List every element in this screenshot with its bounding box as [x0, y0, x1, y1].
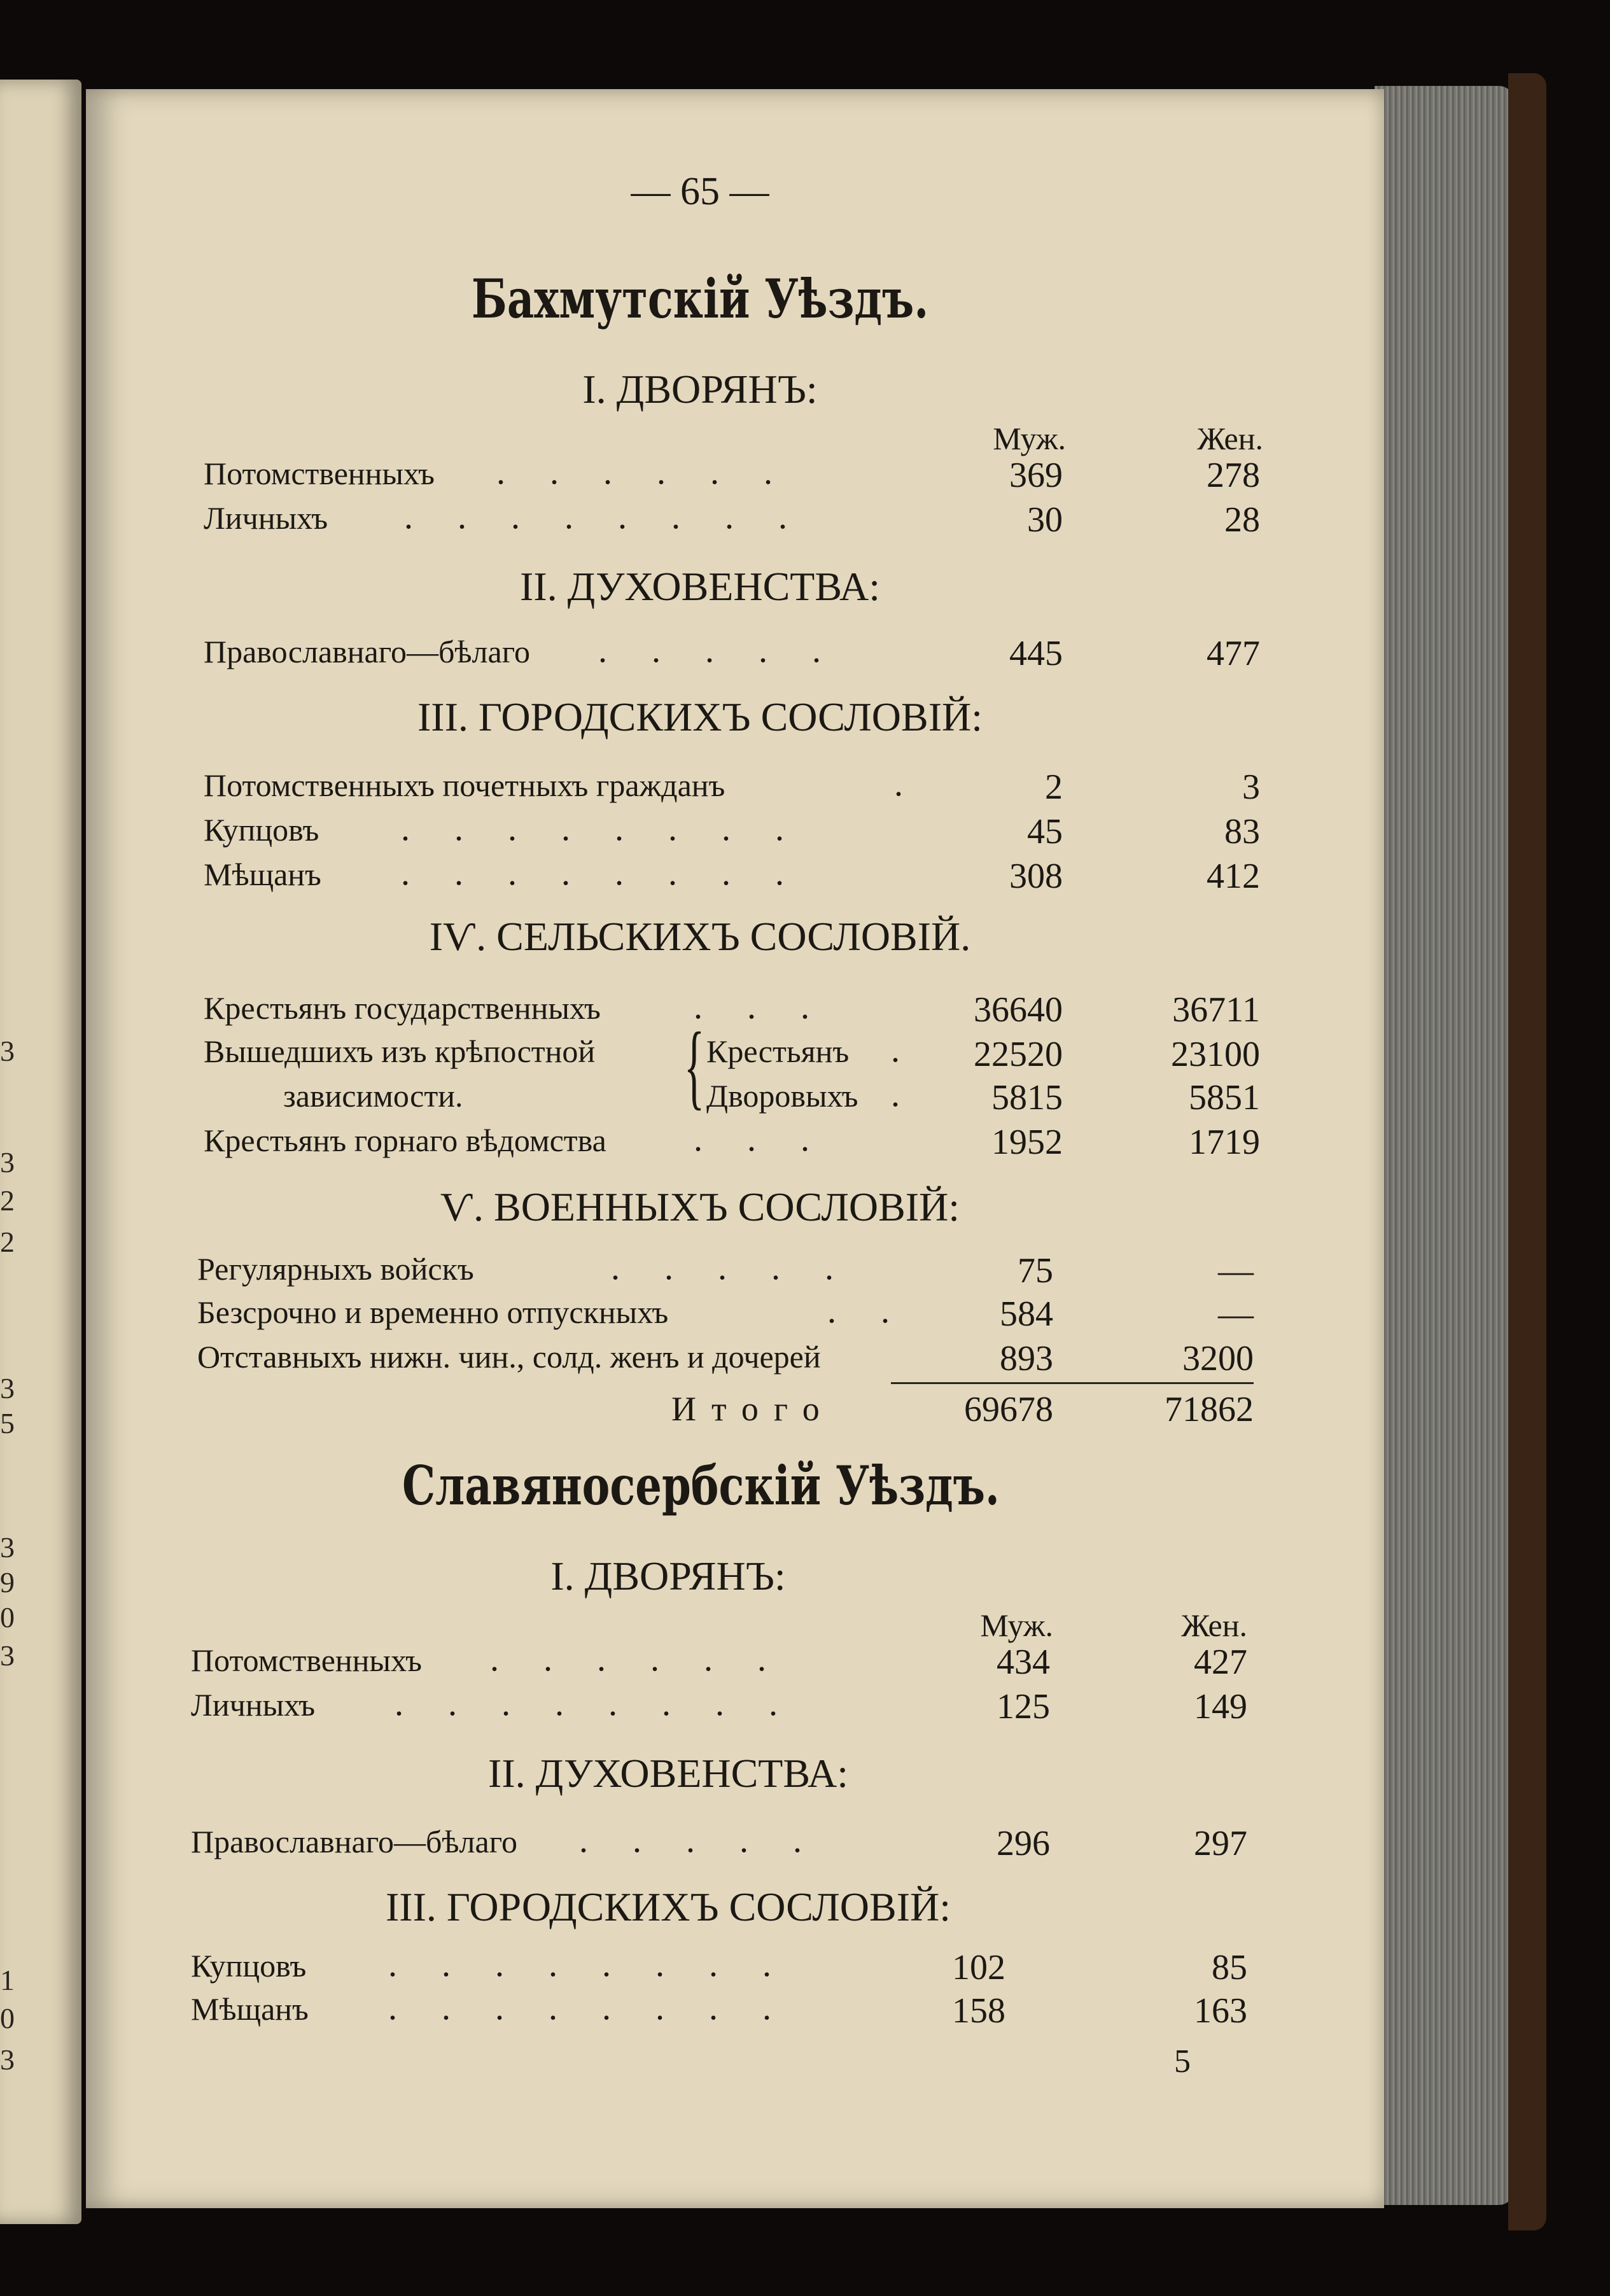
row-label: Крестьянъ	[706, 1033, 850, 1069]
row-label: Крестьянъ горнаго вѣдомства	[204, 1123, 606, 1158]
row-label: Купцовъ	[191, 1948, 307, 1984]
value-male: 445	[1009, 634, 1063, 673]
value-male: 308	[1009, 857, 1063, 896]
brace-glyph: {	[683, 1013, 705, 1119]
leader-dots: . . . . . .	[496, 452, 773, 492]
value-male: 30	[1027, 500, 1063, 540]
value-female: 23100	[1171, 1035, 1260, 1074]
district-title: Славяносербскій Уѣздъ.	[402, 1454, 1000, 1517]
column-header-male: Муж.	[993, 421, 1066, 456]
page-block-edge	[1375, 86, 1515, 2205]
leader-dots: . .	[827, 1291, 890, 1331]
value-male: 36640	[974, 990, 1063, 1030]
margin-digit: 0	[0, 1601, 15, 1634]
margin-digit: 9	[0, 1566, 15, 1599]
section-heading: IѴ. СЕЛЬСКИХЪ СОСЛОВІЙ.	[429, 914, 971, 959]
row-label: Безсрочно и временно отпускныхъ	[197, 1294, 669, 1330]
column-header-female: Жен.	[1197, 421, 1263, 456]
margin-digit: 2	[0, 1184, 15, 1217]
column-header-female: Жен.	[1181, 1607, 1247, 1643]
leader-dots: . . .	[694, 987, 809, 1026]
value-female: 85	[1212, 1948, 1247, 1987]
value-female: 1719	[1189, 1123, 1260, 1162]
margin-digit: 3	[0, 1146, 15, 1179]
signature-mark: 5	[1174, 2043, 1191, 2080]
margin-digit: 3	[0, 2043, 15, 2076]
leader-dots: . . . . .	[579, 1821, 802, 1860]
leader-dots: . . . . . . . .	[401, 809, 784, 848]
row-label: Мѣщанъ	[191, 1991, 309, 2027]
value-male: 369	[1009, 456, 1063, 495]
margin-digit: 3	[0, 1372, 15, 1404]
value-male: 434	[997, 1642, 1050, 1682]
leader-dots: . . .	[694, 1119, 809, 1159]
value-female: 3200	[1182, 1339, 1254, 1378]
row-label: Потомственныхъ	[204, 456, 435, 491]
row-label: Купцовъ	[204, 812, 319, 848]
total-rule	[891, 1382, 1254, 1384]
leader-dots: .	[891, 1030, 900, 1070]
value-male: 584	[1000, 1294, 1053, 1334]
leader-dots: .	[894, 764, 903, 804]
section-heading: I. ДВОРЯНЪ:	[582, 367, 818, 412]
page-number: — 65 —	[631, 170, 769, 213]
value-male: 296	[997, 1824, 1050, 1863]
value-female: 36711	[1172, 990, 1260, 1030]
row-label: Потомственныхъ почетныхъ гражданъ	[204, 767, 725, 803]
row-label: Православнаго—бѣлаго	[191, 1824, 517, 1859]
section-heading: I. ДВОРЯНЪ:	[550, 1553, 786, 1599]
section-heading: III. ГОРОДСКИХЪ СОСЛОВІЙ:	[385, 1884, 951, 1929]
value-male: 1952	[991, 1123, 1063, 1162]
value-male: 893	[1000, 1339, 1053, 1378]
leader-dots: . . . . .	[611, 1248, 834, 1287]
leader-dots: . . . . . . . .	[395, 1684, 778, 1723]
row-label: Личныхъ	[204, 500, 328, 536]
value-male: 2	[1045, 767, 1063, 807]
facing-page	[0, 80, 81, 2224]
margin-digit: 1	[0, 1964, 15, 1996]
leader-dots: . . . . . . . .	[401, 853, 784, 893]
value-female: —	[1218, 1294, 1254, 1334]
value-female: 278	[1207, 456, 1260, 495]
value-female: 3	[1242, 767, 1260, 807]
section-heading: Ѵ. ВОЕННЫХЪ СОСЛОВІЙ:	[440, 1184, 960, 1229]
value-male: 22520	[974, 1035, 1063, 1074]
leader-dots: . . . . . . . .	[404, 497, 787, 536]
value-female: 297	[1194, 1824, 1247, 1863]
row-label: Православнаго—бѣлаго	[204, 634, 530, 669]
value-female: 163	[1194, 1991, 1247, 2031]
total-female: 71862	[1165, 1390, 1254, 1429]
value-female: 83	[1224, 812, 1260, 851]
row-label: Потомственныхъ	[191, 1642, 422, 1678]
book-cover	[1508, 73, 1546, 2230]
value-female: 5851	[1189, 1078, 1260, 1117]
value-female: 412	[1207, 857, 1260, 896]
row-label: Крестьянъ государственныхъ	[204, 990, 601, 1026]
value-female: —	[1218, 1251, 1254, 1291]
value-female: 427	[1194, 1642, 1247, 1682]
district-title: Бахмутскій Уѣздъ.	[471, 267, 929, 330]
total-male: 69678	[964, 1390, 1053, 1429]
value-male: 102	[952, 1948, 1005, 1987]
margin-digit: 2	[0, 1226, 15, 1258]
row-label: Дворовыхъ	[706, 1078, 858, 1114]
column-header-male: Муж.	[980, 1607, 1053, 1643]
section-heading: III. ГОРОДСКИХЪ СОСЛОВІЙ:	[417, 694, 983, 739]
value-female: 149	[1194, 1687, 1247, 1726]
row-label: Личныхъ	[191, 1687, 316, 1723]
total-label: Итого	[671, 1390, 835, 1428]
leader-dots: .	[891, 1075, 900, 1114]
leader-dots: . . . . . . . .	[388, 1988, 771, 2027]
value-female: 477	[1207, 634, 1260, 673]
margin-digit: 5	[0, 1407, 15, 1439]
margin-digit: 0	[0, 2002, 15, 2034]
value-male: 45	[1027, 812, 1063, 851]
value-male: 75	[1018, 1251, 1053, 1291]
row-label: Мѣщанъ	[204, 857, 321, 892]
value-male: 5815	[991, 1078, 1063, 1117]
section-heading: II. ДУХОВЕНСТВА:	[488, 1751, 848, 1796]
margin-digit: 3	[0, 1035, 15, 1067]
leader-dots: . . . . . .	[490, 1639, 766, 1679]
group-label: зависимости.	[283, 1078, 463, 1114]
value-male: 125	[997, 1687, 1050, 1726]
group-label: Вышедшихъ изъ крѣпостной	[204, 1033, 596, 1069]
margin-digit: 3	[0, 1531, 15, 1564]
section-heading: II. ДУХОВЕНСТВА:	[520, 564, 880, 609]
row-label: Регулярныхъ войскъ	[197, 1251, 474, 1287]
margin-digit: 3	[0, 1639, 15, 1672]
leader-dots: . . . . . . . .	[388, 1945, 771, 1984]
row-label: Отставныхъ нижн. чин., солд. женъ и дочерей	[197, 1339, 821, 1375]
value-male: 158	[952, 1991, 1005, 2031]
value-female: 28	[1224, 500, 1260, 540]
leader-dots: . . . . .	[598, 631, 821, 670]
